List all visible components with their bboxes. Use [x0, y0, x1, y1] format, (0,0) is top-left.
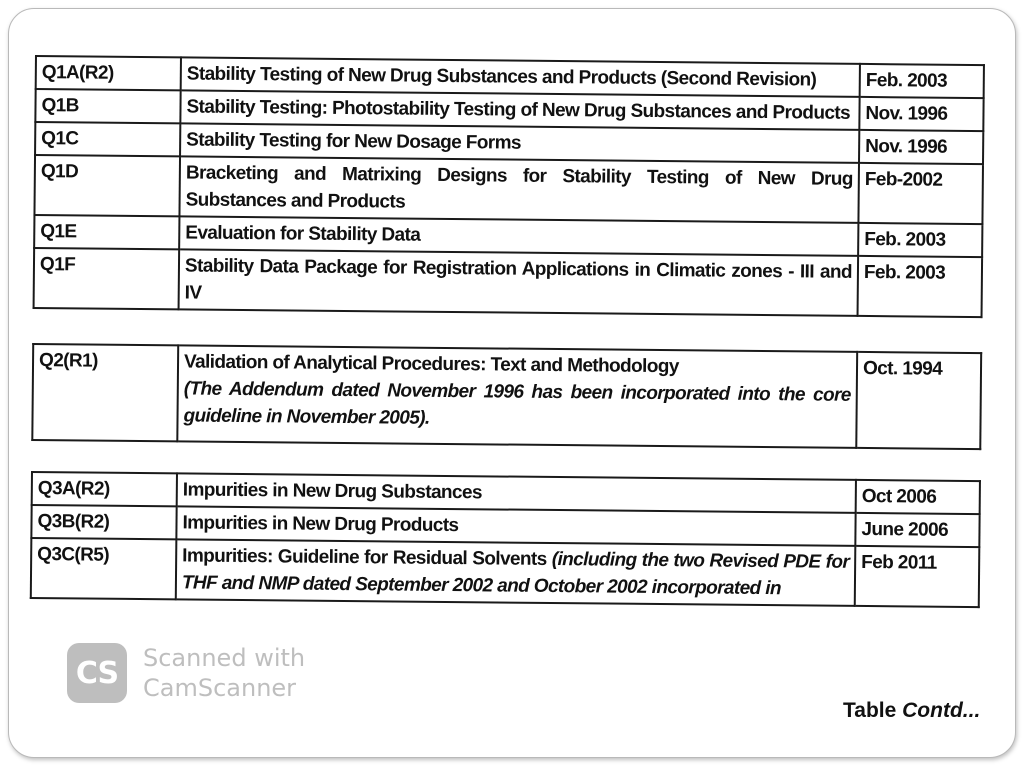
guideline-title: Bracketing and Matrixing Designs for Stability Testing of New Drug Substances and Products [179, 156, 859, 223]
guideline-code: Q1F [34, 248, 180, 309]
watermark-text [143, 643, 305, 703]
guideline-code: Q1D [34, 155, 180, 216]
guideline-date: June 2006 [855, 513, 979, 547]
guideline-title: Stability Data Package for Registration Applications in Climatic zones - III and IV [179, 249, 859, 316]
impurities-table [30, 471, 981, 608]
guideline-title: Stability Testing for New Dosage Forms [180, 123, 859, 163]
guideline-title-cell [177, 345, 857, 448]
guideline-date: Oct. 1994 [856, 352, 981, 449]
guideline-code: Q1B [35, 89, 180, 123]
guideline-title: Impurities in New Drug Substances [177, 473, 856, 513]
guideline-title-cell [176, 539, 856, 606]
guideline-date: Oct 2006 [856, 480, 980, 514]
guideline-title: Impurities: Guideline for Residual Solvents [182, 545, 547, 570]
camscanner-watermark [67, 643, 305, 703]
guideline-date: Feb 2011 [855, 546, 980, 607]
guideline-code: Q3B(R2) [31, 505, 176, 539]
camscanner-logo-icon: CS [67, 643, 127, 703]
guideline-code: Q3C(R5) [31, 538, 177, 599]
guideline-code: Q3A(R2) [32, 472, 177, 506]
guideline-date: Feb. 2003 [858, 256, 983, 317]
table-row [34, 248, 983, 317]
guideline-date: Feb-2002 [858, 163, 983, 224]
watermark-line-2: CamScanner [143, 674, 297, 702]
guideline-code: Q1C [35, 122, 180, 156]
guideline-title: Evaluation for Stability Data [179, 216, 858, 256]
guideline-title: Stability Testing of New Drug Substances and Products (Second Revision) [181, 57, 860, 97]
watermark-line-1: Scanned with [143, 644, 306, 672]
guideline-date: Nov. 1996 [859, 97, 983, 131]
table-continued-label [843, 699, 980, 723]
guideline-note: (including the two Revised PDE for THF and NMP dated September 2002 and October 2002 incorporated in [181, 548, 850, 600]
guideline-code: Q1A(R2) [36, 56, 181, 90]
continued-label: Contd... [902, 699, 981, 722]
guideline-title: Impurities in New Drug Products [176, 506, 855, 546]
guideline-title: Validation of Analytical Procedures: Text and Methodology [183, 351, 679, 378]
slide-frame [8, 8, 1016, 758]
table-label: Table [843, 699, 897, 722]
table-row [32, 344, 981, 449]
guideline-code: Q2(R1) [32, 344, 178, 441]
analytical-validation-table [31, 343, 982, 450]
guideline-note: (The Addendum dated November 1996 has been incorporated into the core guideline in November 2005). [183, 378, 851, 429]
table-row [34, 155, 983, 224]
guideline-title: Stability Testing: Photostability Testing of New Drug Substances and Products [180, 90, 859, 130]
guideline-code: Q1E [34, 215, 179, 249]
stability-guidelines-table [33, 55, 985, 318]
guideline-date: Nov. 1996 [859, 130, 983, 164]
table-row [31, 538, 980, 607]
scanned-document [30, 55, 985, 608]
guideline-date: Feb. 2003 [860, 64, 984, 98]
guideline-date: Feb. 2003 [858, 223, 982, 257]
